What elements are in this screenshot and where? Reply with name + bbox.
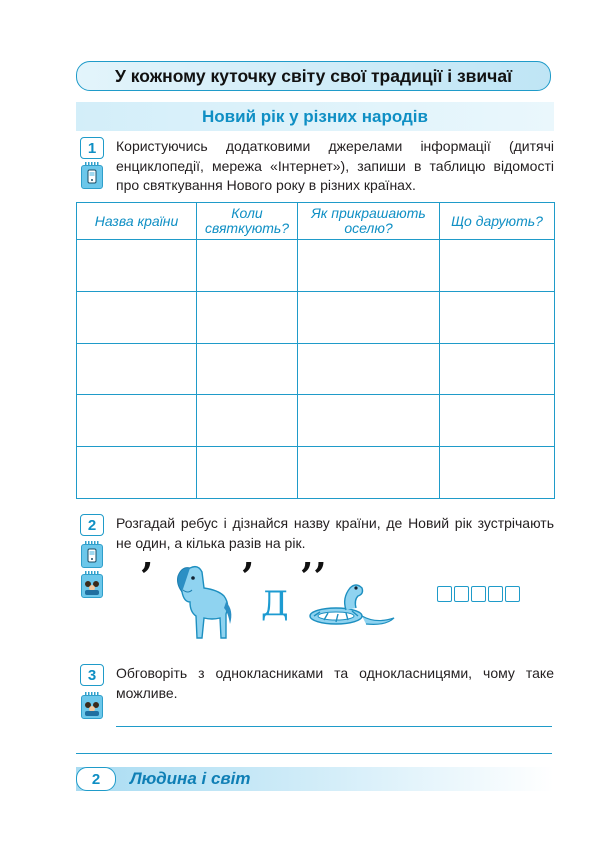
- table-cell[interactable]: [298, 395, 440, 447]
- table-cell[interactable]: [77, 291, 197, 343]
- rebus-double-apostrophe: ’’: [300, 554, 327, 599]
- table-header-when: Коли святкують?: [197, 203, 298, 240]
- answer-box[interactable]: [454, 586, 469, 602]
- table-cell[interactable]: [440, 395, 555, 447]
- table-row: [77, 395, 555, 447]
- table-cell[interactable]: [298, 291, 440, 343]
- table-row: [77, 343, 555, 395]
- answer-boxes: [437, 586, 522, 602]
- table-cell[interactable]: [440, 240, 555, 292]
- horse-image: [168, 562, 236, 642]
- page-number: 2: [76, 767, 116, 791]
- answer-box[interactable]: [437, 586, 452, 602]
- rebus-apostrophe: ’: [241, 554, 255, 599]
- countries-table: [76, 202, 555, 499]
- task-1-text: Користуючись додатковими джерелами інформації (дитячі енциклопедії, мережа «Інтернет»), запиши в таблицю відомості про святкування Нового року в різних країнах.: [116, 138, 554, 193]
- table-cell[interactable]: [77, 343, 197, 395]
- table-cell[interactable]: [298, 343, 440, 395]
- table-header-row: [77, 203, 555, 240]
- children-group-icon: [81, 695, 103, 719]
- table-cell[interactable]: [440, 343, 555, 395]
- snake-image: [306, 578, 398, 630]
- table-row: [77, 291, 555, 343]
- table-cell[interactable]: [197, 343, 298, 395]
- answer-box[interactable]: [505, 586, 520, 602]
- rebus-apostrophe: ’: [140, 554, 154, 599]
- task-number-3: 3: [80, 664, 104, 686]
- table-cell[interactable]: [77, 447, 197, 499]
- table-cell[interactable]: [77, 240, 197, 292]
- table-cell[interactable]: [298, 447, 440, 499]
- table-cell[interactable]: [440, 447, 555, 499]
- answer-line[interactable]: [76, 753, 552, 754]
- notepad-phone-icon: [81, 165, 103, 189]
- table-row: [77, 240, 555, 292]
- children-group-icon: [81, 574, 103, 598]
- table-cell[interactable]: [197, 447, 298, 499]
- table-cell[interactable]: [197, 240, 298, 292]
- table-cell[interactable]: [298, 240, 440, 292]
- answer-box[interactable]: [488, 586, 503, 602]
- rebus: [140, 554, 540, 645]
- task-2-text: Розгадай ребус і дізнайся назву країни, де Новий рік зустрічають не один, а кілька разів на рік.: [116, 515, 554, 551]
- table-header-decorate: Як прикрашають оселю?: [298, 203, 440, 240]
- page-subtitle: Новий рік у різних народів: [76, 102, 554, 131]
- notepad-phone-icon: [81, 544, 103, 568]
- task-number-1: 1: [80, 137, 104, 159]
- answer-line[interactable]: [116, 726, 552, 727]
- task-number-2: 2: [80, 514, 104, 536]
- footer-title: Людина і світ: [130, 769, 251, 788]
- rebus-letter: Д: [261, 584, 289, 624]
- table-cell[interactable]: [440, 291, 555, 343]
- table-header-country: Назва країни: [77, 203, 197, 240]
- section-title: У кожному куточку світу свої традиції і звичаї: [76, 61, 551, 91]
- task-3-text: Обговоріть з однокласниками та однокласницями, чому таке можливе.: [116, 665, 554, 701]
- answer-box[interactable]: [471, 586, 486, 602]
- table-header-gifts: Що дарують?: [440, 203, 555, 240]
- table-cell[interactable]: [197, 395, 298, 447]
- table-row: [77, 447, 555, 499]
- table-cell[interactable]: [197, 291, 298, 343]
- table-cell[interactable]: [77, 395, 197, 447]
